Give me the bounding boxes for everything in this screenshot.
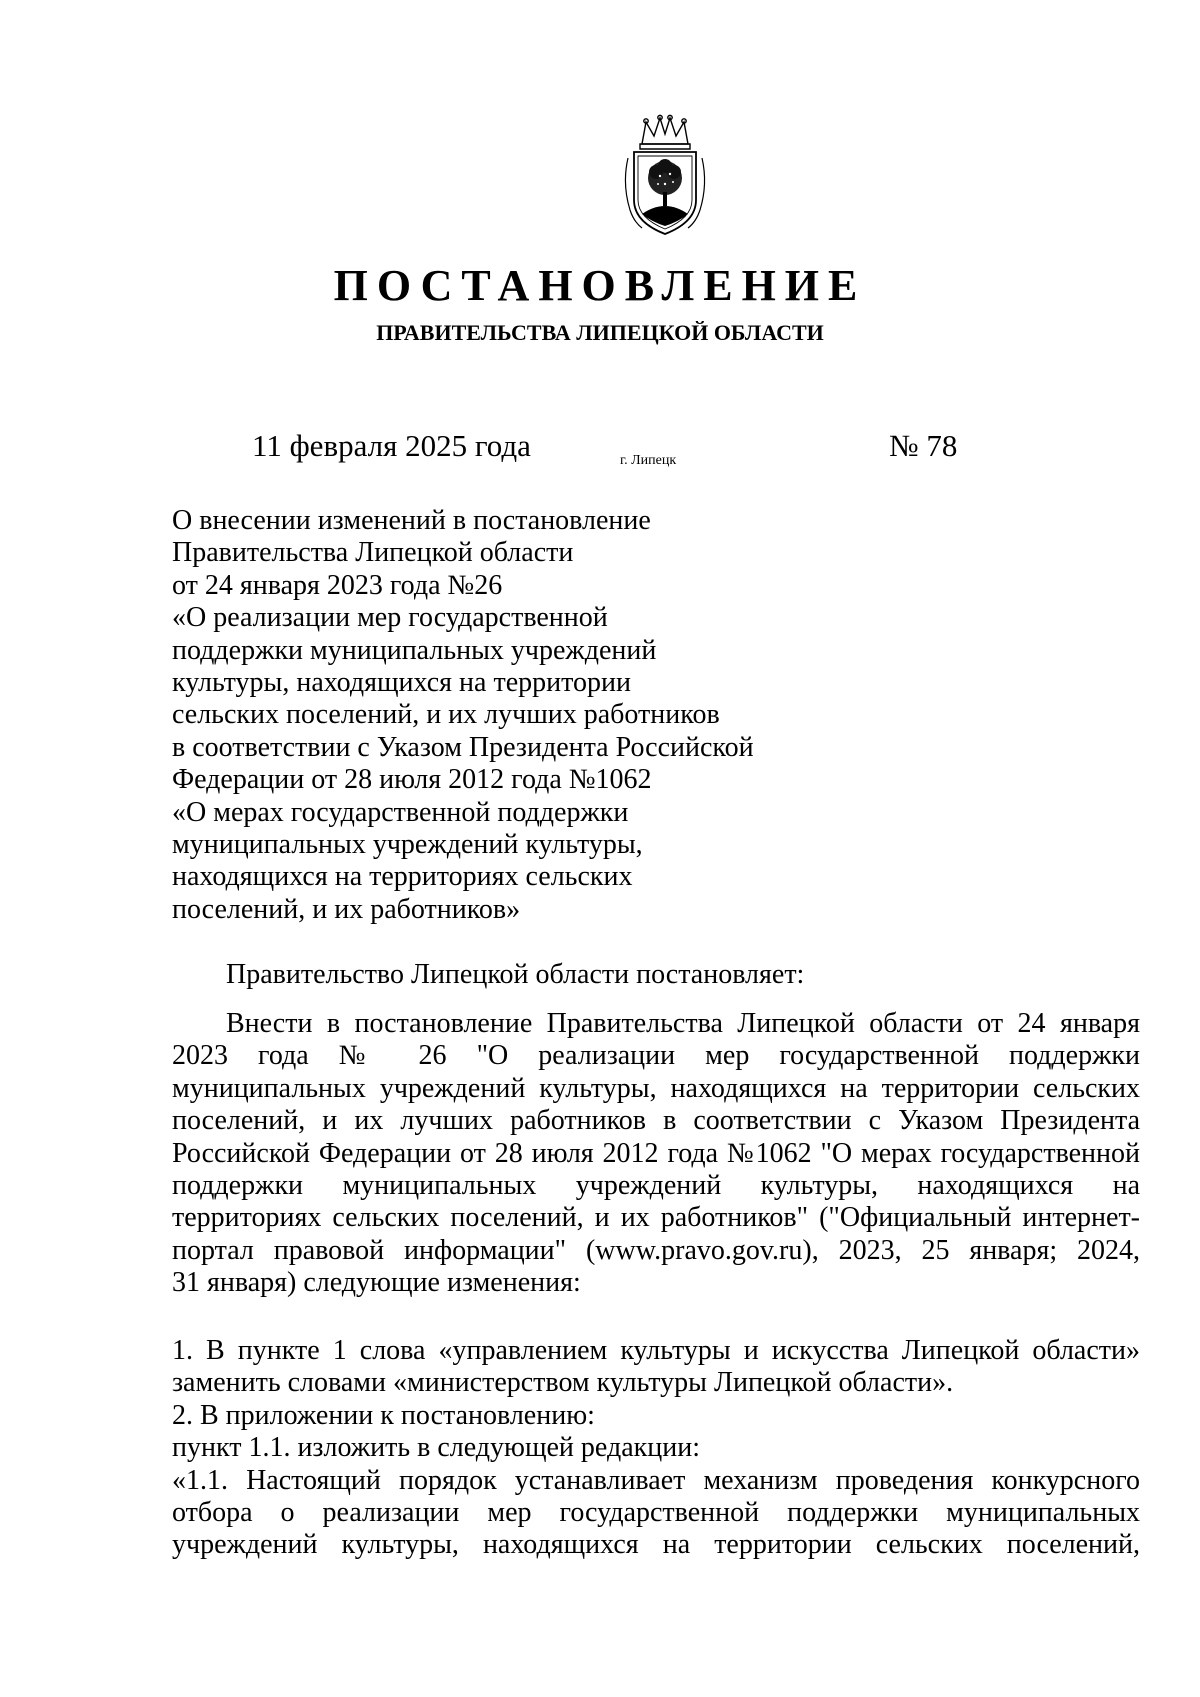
subject-line: Федерации от 28 июля 2012 года №1062 xyxy=(172,764,652,796)
subject-line: О внесении изменений в постановление xyxy=(172,505,651,536)
paragraph-line: 2023 года № 26 "О реализации мер государственной поддержки xyxy=(172,1040,1140,1072)
subject-line: муниципальных учреждений культуры, xyxy=(172,829,643,861)
item-line: 2. В приложении к постановлению: xyxy=(172,1399,595,1431)
preamble: Правительство Липецкой области постановляет: xyxy=(226,959,805,990)
item-line: отбора о реализации мер государственной поддержки муниципальных xyxy=(172,1497,1140,1529)
paragraph-line: портал правовой информации" (www.pravo.gov.ru), 2023, 25 января; 2024, xyxy=(172,1234,1140,1266)
subject-line: «О реализации мер государственной xyxy=(172,602,608,634)
subject-line: в соответствии с Указом Президента Российской xyxy=(172,731,754,763)
lipetsk-region-coat-of-arms-icon xyxy=(620,114,710,238)
paragraph-line: поддержки муниципальных учреждений культуры, находящихся на xyxy=(172,1170,1140,1202)
document-title: ПОСТАНОВЛЕНИЕ xyxy=(333,261,867,310)
paragraph-line: Внести в постановление Правительства Липецкой области от 24 января xyxy=(226,1008,1140,1039)
paragraph-line: муниципальных учреждений культуры, находящихся на территории сельских xyxy=(172,1072,1140,1104)
subject-line: поддержки муниципальных учреждений xyxy=(172,634,657,666)
subject-line: поселений, и их работников» xyxy=(172,893,521,925)
subject-line: сельских поселений, и их лучших работников xyxy=(172,699,720,731)
item-line: 1. В пункте 1 слова «управлением культуры и искусства Липецкой области» xyxy=(172,1335,1140,1366)
amendment-items xyxy=(172,1335,1140,1562)
subject-line: Правительства Липецкой области xyxy=(172,537,574,569)
item-line: учреждений культуры, находящихся на территории сельских поселений, xyxy=(172,1529,1140,1561)
main-paragraph xyxy=(172,1008,1140,1300)
subject-line: находящихся на территориях сельских xyxy=(172,861,633,893)
item-line: «1.1. Настоящий порядок устанавливает механизм проведения конкурсного xyxy=(172,1464,1140,1496)
item-line: пункт 1.1. изложить в следующей редакции: xyxy=(172,1432,700,1464)
subject-line: от 24 января 2023 года №26 xyxy=(172,569,503,601)
document-date: 11 февраля 2025 года xyxy=(252,428,531,463)
paragraph-line: Российской Федерации от 28 июля 2012 года №1062 "О мерах государственной xyxy=(172,1137,1140,1169)
paragraph-line: поселений, и их лучших работников в соответствии с Указом Президента xyxy=(172,1105,1140,1137)
item-line: заменить словами «министерством культуры Липецкой области». xyxy=(172,1367,954,1399)
document-number: № 78 xyxy=(889,428,958,463)
document-city: г. Липецк xyxy=(620,453,677,468)
document-subject xyxy=(172,505,792,926)
paragraph-line: 31 января) следующие изменения: xyxy=(172,1267,581,1299)
subject-line: «О мерах государственной поддержки xyxy=(172,796,629,828)
document-issuer: ПРАВИТЕЛЬСТВА ЛИПЕЦКОЙ ОБЛАСТИ xyxy=(376,320,824,345)
paragraph-line: территориях сельских поселений, и их работников" ("Официальный интернет- xyxy=(172,1202,1140,1234)
subject-line: культуры, находящихся на территории xyxy=(172,667,631,699)
